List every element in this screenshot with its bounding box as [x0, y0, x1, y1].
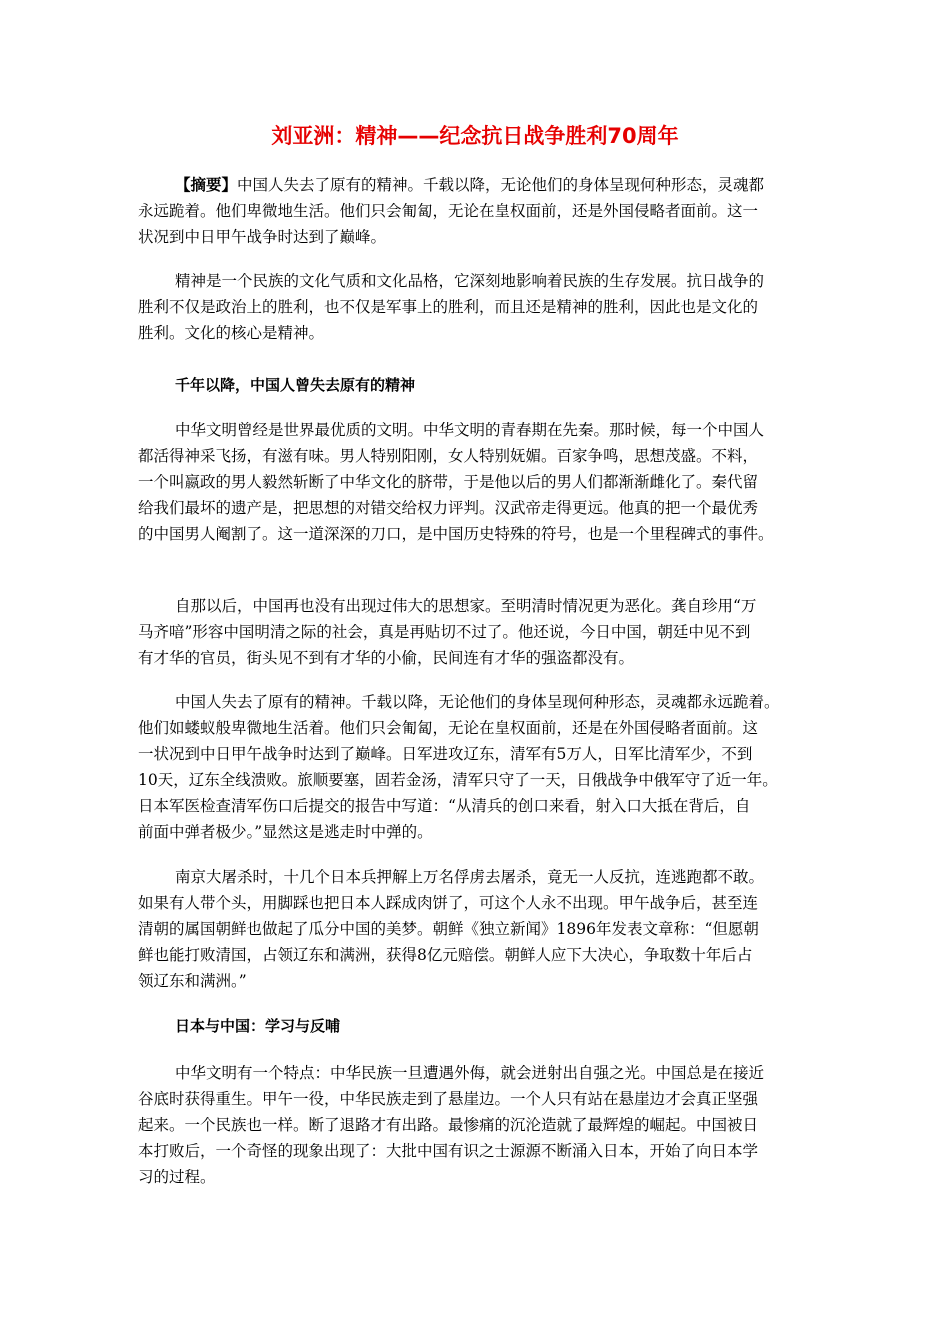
body-paragraph: [138, 1060, 814, 1190]
paragraph-line: 给我们最坏的遗产是，把思想的对错交给权力评判。汉武帝走得更远。他真的把一个最优秀: [138, 499, 759, 517]
section-heading: 千年以降，中国人曾失去原有的精神: [175, 376, 416, 394]
paragraph-line: 清朝的属国朝鲜也做起了瓜分中国的美梦。朝鲜《独立新闻》1896年发表文章称：“但愿朝: [138, 920, 759, 938]
paragraph-line: 永远跪着。他们卑微地生活。他们只会匍匐，无论在皇权面前，还是外国侵略者面前。这一: [138, 202, 759, 220]
body-paragraph: [138, 689, 814, 845]
paragraph-line: 中华文明有一个特点：中华民族一旦遭遇外侮，就会迸射出自强之光。中国总是在接近: [175, 1064, 765, 1082]
paragraph-line: 他们如蝼蚁般卑微地生活着。他们只会匍匐，无论在皇权面前，还是在外国侵略者面前。这: [138, 719, 759, 737]
paragraph-line: 谷底时获得重生。甲午一役，中华民族走到了悬崖边。一个人只有站在悬崖边才会真正坚强: [138, 1090, 759, 1108]
paragraph-line: 本打败后，一个奇怪的现象出现了：大批中国有识之士源源不断涌入日本，开始了向日本学: [138, 1142, 759, 1160]
paragraph-line: 鲜也能打败清国，占领辽东和满洲，获得8亿元赔偿。朝鲜人应下大决心，争取数十年后占: [138, 946, 753, 964]
paragraph-line: 起来。一个民族也一样。断了退路才有出路。最惨痛的沉沦造就了最辉煌的崛起。中国被日: [138, 1116, 759, 1134]
paragraph-line: 的中国男人阉割了。这一道深深的刀口，是中国历史特殊的符号，也是一个里程碑式的事件。: [138, 525, 774, 543]
body-paragraph: [138, 864, 814, 994]
paragraph-line: [138, 172, 814, 198]
paragraph-line: 自那以后，中国再也没有出现过伟大的思想家。至明清时情况更为恶化。龚自珍用“万: [175, 597, 757, 615]
abstract-paragraph: [138, 172, 814, 250]
paragraph-line: 一状况到中日甲午战争时达到了巅峰。日军进攻辽东，清军有5万人，日军比清军少，不到: [138, 745, 753, 763]
paragraph-line: 胜利。文化的核心是精神。: [138, 324, 325, 342]
paragraph-line: 中华文明曾经是世界最优质的文明。中华文明的青春期在先秦。那时候，每一个中国人: [175, 421, 765, 439]
document-title: 刘亚洲：精神——纪念抗日战争胜利70周年: [271, 124, 679, 148]
paragraph-line: 中国人失去了原有的精神。千载以降，无论他们的身体呈现何种形态，灵魂都永远跪着。: [175, 693, 780, 711]
paragraph-line: 状况到中日甲午战争时达到了巅峰。: [138, 228, 387, 246]
paragraph-line: 10天，辽东全线溃败。旅顺要塞，固若金汤，清军只守了一天，日俄战争中俄军守了近一年。: [138, 771, 778, 789]
paragraph-line: 南京大屠杀时，十几个日本兵押解上万名俘虏去屠杀，竟无一人反抗，连逃跑都不敢。: [175, 868, 765, 886]
paragraph-line: 前面中弹者极少。”显然这是逃走时中弹的。: [138, 823, 433, 841]
paragraph-line: 有才华的官员，街头见不到有才华的小偷，民间连有才华的强盗都没有。: [138, 649, 635, 667]
paragraph-line: 日本军医检查清军伤口后提交的报告中写道：“从清兵的创口来看，射入口大抵在背后，自: [138, 797, 751, 815]
paragraph-line: 都活得神采飞扬，有滋有味。男人特别阳刚，女人特别妩媚。百家争鸣，思想茂盛。不料，: [138, 447, 759, 465]
paragraph-line: 一个叫嬴政的男人毅然斩断了中华文化的脐带，于是他以后的男人们都渐渐雌化了。秦代留: [138, 473, 759, 491]
abstract-text: 中国人失去了原有的精神。千载以降，无论他们的身体呈现何种形态，灵魂都: [237, 176, 765, 194]
body-paragraph: [138, 593, 814, 671]
paragraph-line: 如果有人带个头，用脚踩也把日本人踩成肉饼了，可这个人永不出现。甲午战争后，甚至连: [138, 894, 759, 912]
paragraph-line: 胜利不仅是政治上的胜利，也不仅是军事上的胜利，而且还是精神的胜利，因此也是文化的: [138, 298, 759, 316]
abstract-label: 【摘要】: [175, 176, 238, 194]
paragraph-line: 马齐喑”形容中国明清之际的社会，真是再贴切不过了。他还说，今日中国，朝廷中见不到: [138, 623, 751, 641]
body-paragraph: [138, 268, 814, 346]
body-paragraph: [138, 417, 814, 547]
section-heading: 日本与中国：学习与反哺: [175, 1017, 341, 1035]
paragraph-line: 精神是一个民族的文化气质和文化品格，它深刻地影响着民族的生存发展。抗日战争的: [175, 272, 765, 290]
paragraph-line: 领辽东和满洲。”: [138, 972, 247, 990]
paragraph-line: 习的过程。: [138, 1168, 216, 1186]
